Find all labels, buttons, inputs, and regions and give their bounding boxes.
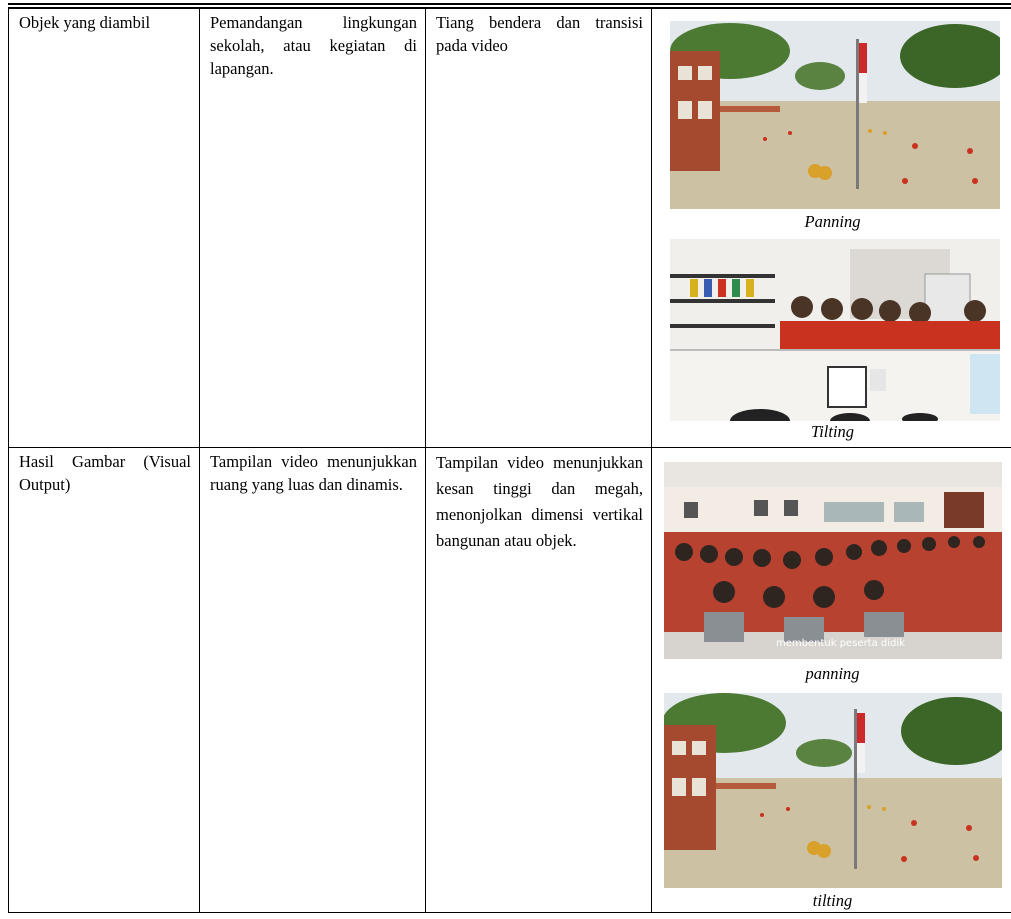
row-label-cell bbox=[9, 448, 200, 913]
image-cell bbox=[652, 448, 1011, 913]
panning-photo bbox=[670, 21, 1000, 209]
description-text: Pemandangan lingkungan sekolah, atau kegiatan di lapangan. bbox=[210, 13, 417, 78]
table-row bbox=[9, 448, 1011, 913]
description-text: Tampilan video menunjukkan ruang yang luas dan dinamis. bbox=[210, 452, 417, 494]
comparison-table bbox=[8, 8, 1011, 913]
tilting-photo bbox=[664, 693, 1002, 888]
description-text: Tampilan video menunjukkan kesan tinggi dan megah, menonjolkan dimensi vertikal bangunan atau objek. bbox=[436, 453, 643, 550]
school-field-image bbox=[664, 693, 1002, 888]
row-label: Hasil Gambar (Visual Output) bbox=[19, 452, 191, 494]
description-cell bbox=[200, 448, 426, 913]
school-field-image bbox=[670, 21, 1000, 209]
image-cell bbox=[652, 9, 1011, 448]
table-row bbox=[9, 9, 1011, 448]
classroom-image bbox=[670, 239, 1000, 421]
description-cell bbox=[200, 9, 426, 448]
video-subtitle-overlay: membentuk peserta didik bbox=[776, 638, 905, 649]
panning-photo bbox=[664, 462, 1002, 659]
image-caption: Tilting bbox=[810, 422, 855, 441]
image-caption: Panning bbox=[804, 212, 861, 231]
description-text: Tiang bendera dan transisi pada video bbox=[436, 13, 643, 55]
row-label-cell bbox=[9, 9, 200, 448]
description-cell bbox=[426, 448, 652, 913]
description-cell bbox=[426, 9, 652, 448]
tilting-photo bbox=[670, 239, 1000, 421]
hall-image bbox=[664, 462, 1002, 659]
image-caption: panning bbox=[805, 664, 860, 683]
table-top-rule bbox=[8, 3, 1011, 5]
image-caption: tilting bbox=[812, 891, 853, 910]
row-label: Objek yang diambil bbox=[19, 13, 151, 32]
